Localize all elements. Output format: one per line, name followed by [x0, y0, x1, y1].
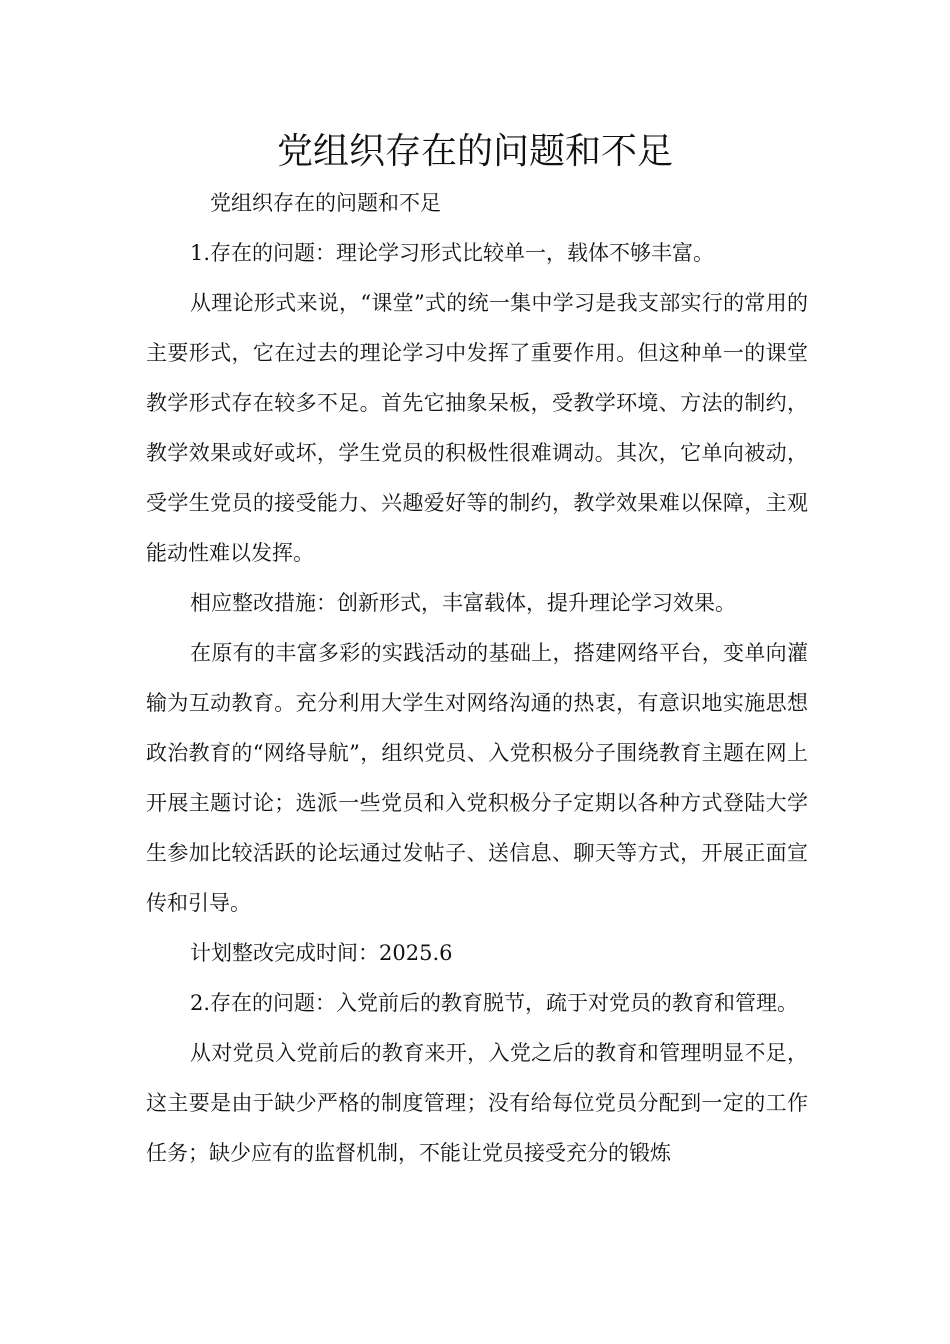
issue-1-measure-heading: 相应整改措施：创新形式，丰富载体，提升理论学习效果。	[190, 591, 736, 615]
issue-1-measure-description: 在原有的丰富多彩的实践活动的基础上，搭建网络平台，变单向灌输为互动教育。充分利用大学生对网络沟通的热衷，有意识地实施思想政治教育的“网络导航”，组织党员、入党积极分子围绕教育主题在网上开展主题讨论；选派一些党员和入党积极分子定期以各种方式登陆大学生参加比较活跃的论坛通过发帖子、送信息、聊天等方式，开展正面宣传和引导。	[146, 641, 808, 915]
issue-1-deadline: 计划整改完成时间：2025.6	[190, 941, 453, 965]
document-subtitle: 党组织存在的问题和不足	[210, 191, 441, 215]
issue-2-heading: 2.存在的问题：入党前后的教育脱节，疏于对党员的教育和管理。	[190, 991, 799, 1015]
document-title: 党组织存在的问题和不足	[276, 131, 673, 172]
document-body	[146, 178, 808, 1178]
issue-2-description: 从对党员入党前后的教育来开，入党之后的教育和管理明显不足，这主要是由于缺少严格的制度管理；没有给每位党员分配到一定的工作任务；缺少应有的监督机制，不能让党员接受充分的锻炼	[146, 1041, 808, 1165]
issue-1-description: 从理论形式来说，“课堂”式的统一集中学习是我支部实行的常用的主要形式，它在过去的理论学习中发挥了重要作用。但这种单一的课堂教学形式存在较多不足。首先它抽象呆板，受教学环境、方法的制约，教学效果或好或坏，学生党员的积极性很难调动。其次，它单向被动，受学生党员的接受能力、兴趣爱好等的制约，教学效果难以保障，主观能动性难以发挥。	[146, 291, 808, 565]
issue-1-heading: 1.存在的问题：理论学习形式比较单一，载体不够丰富。	[190, 241, 715, 265]
